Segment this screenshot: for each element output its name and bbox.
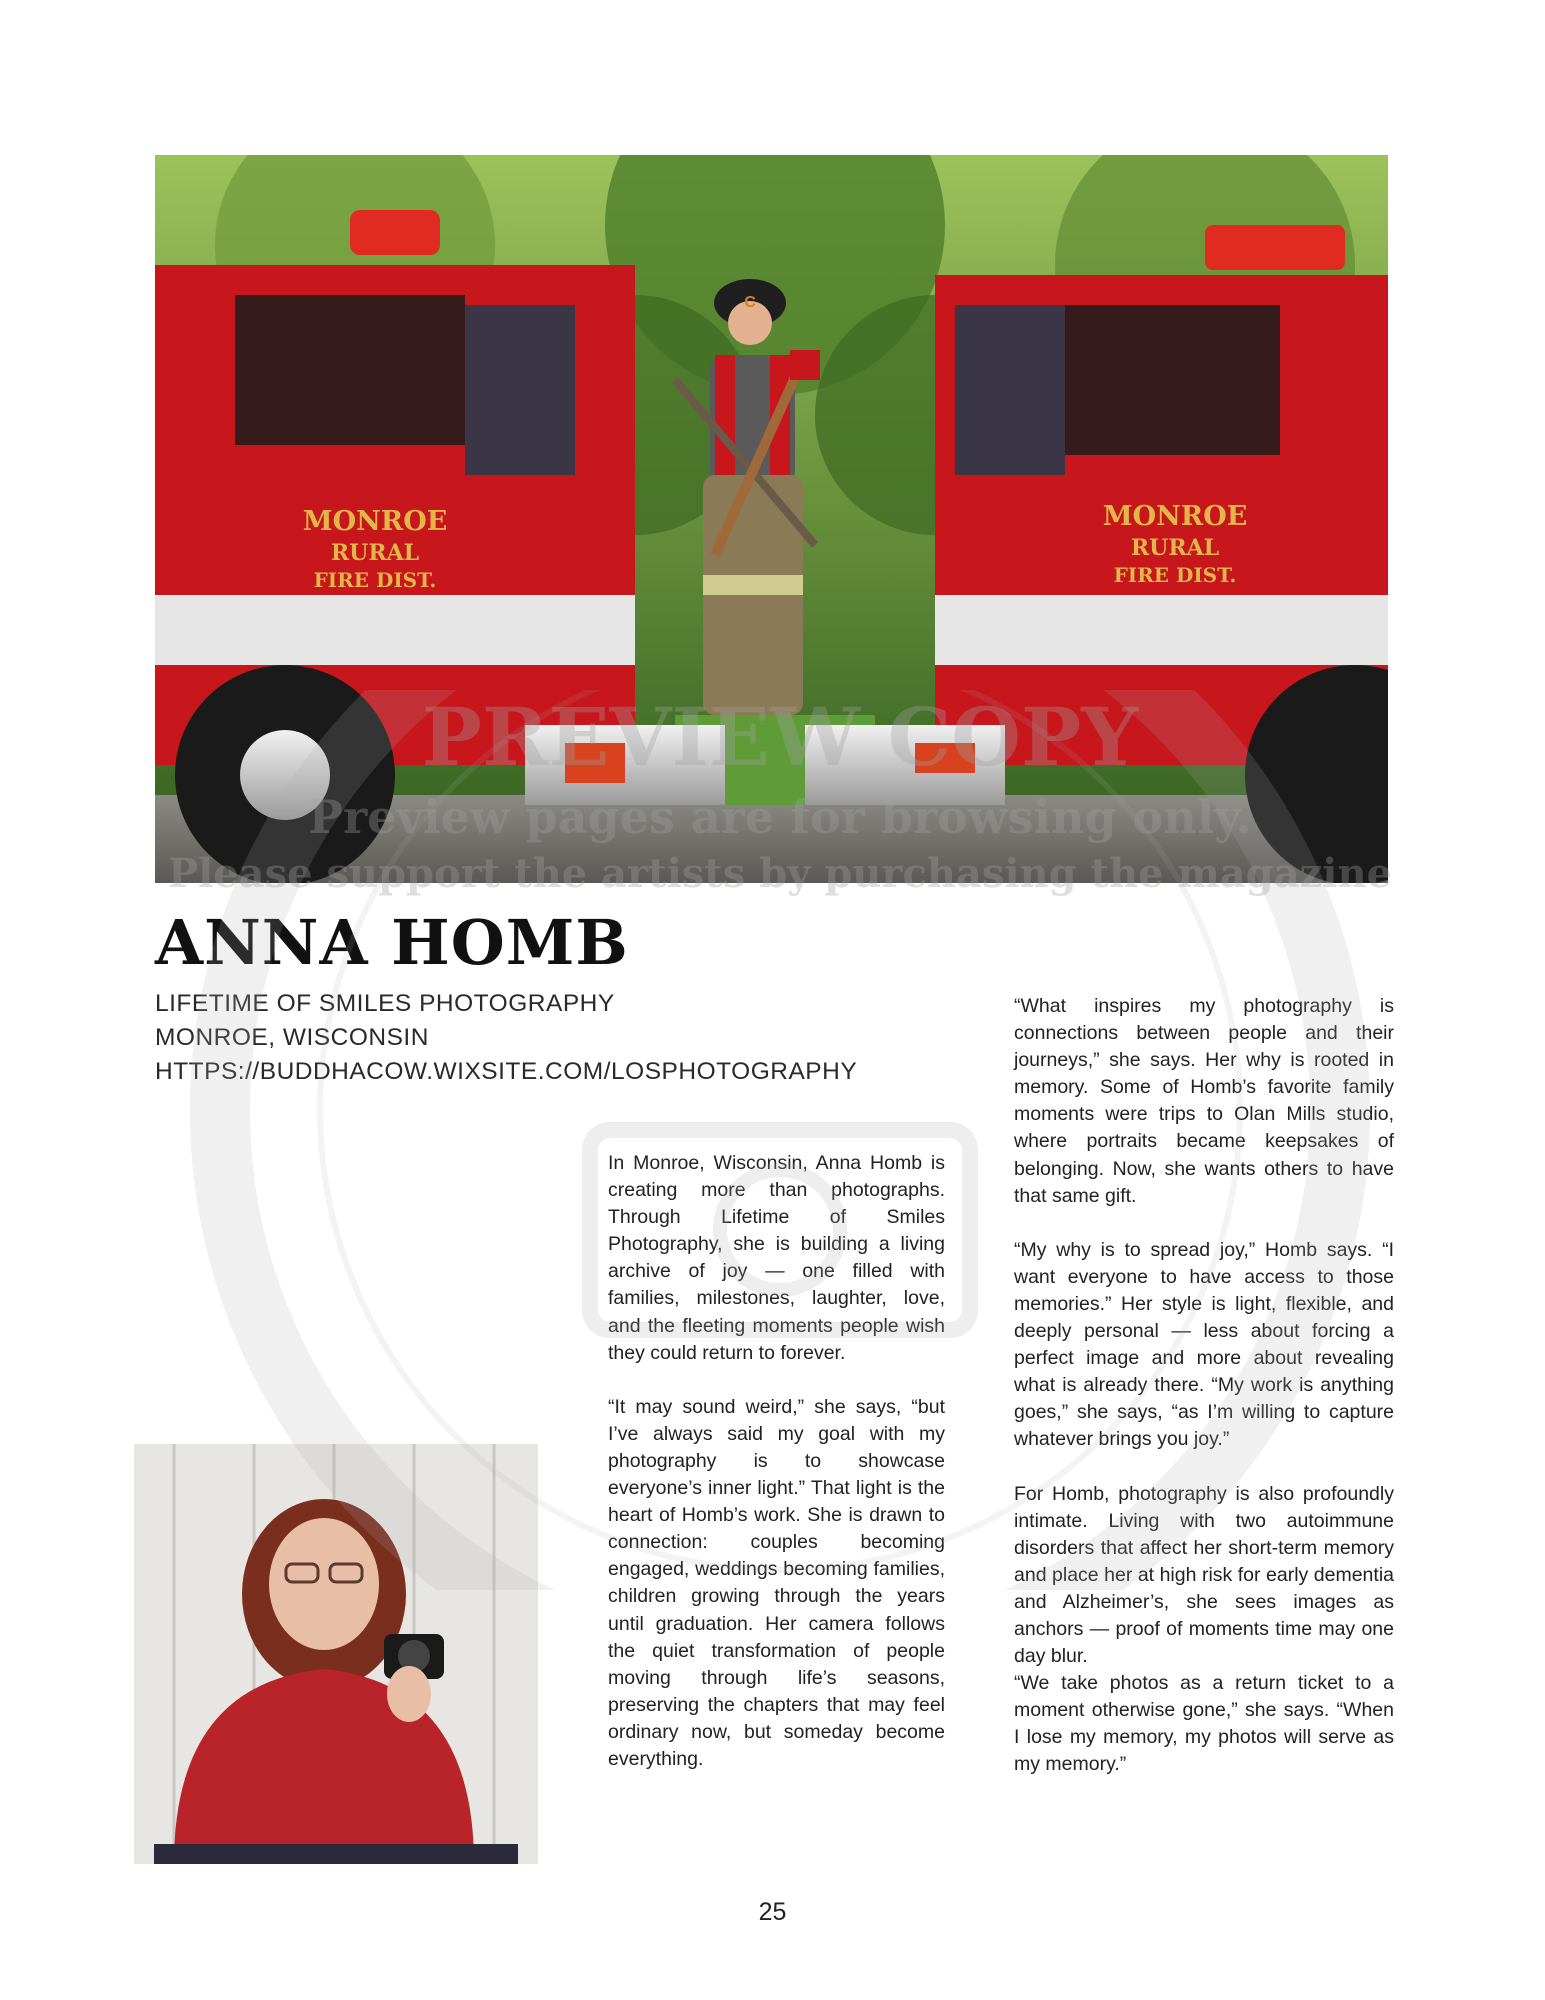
helmet-letter: C [744, 294, 756, 311]
right-door-line3: FIRE DIST. [1113, 563, 1237, 587]
paragraph: For Homb, photography is also profoundly intimate. Living with two autoimmune disorders that affect her short-term memory and place her at high risk for early dementia and Alzheimer’s, she sees images as anchors — proof of moments time may one day blur. [1014, 1482, 1394, 1668]
watermark-line3: Please support the artists by purchasing the magazine [167, 850, 1393, 897]
watermark-line2: Preview pages are for browsing only. [308, 790, 1252, 844]
location: MONROE, WISCONSIN [155, 1024, 429, 1051]
right-door-line2: RURAL [1130, 535, 1220, 561]
business-name: LIFETIME OF SMILES PHOTOGRAPHY [155, 990, 615, 1017]
article-column-middle [608, 1150, 945, 1800]
paragraph: In Monroe, Wisconsin, Anna Homb is creating more than photographs. Through Lifetime of Smiles Photography, she is building a living archive of joy — one filled with families, milestones, laughter, love, and the fleeting moments people wish they could return to forever. [608, 1152, 945, 1364]
paragraph: “We take photos as a return ticket to a moment otherwise gone,” she says. “When I lose my memory, my photos will serve as my memory.” [1014, 1672, 1394, 1776]
photographer-portrait [134, 1444, 538, 1864]
left-door-line3: FIRE DIST. [313, 568, 437, 592]
left-door-line2: RURAL [330, 540, 420, 566]
paragraph: “What inspires my photography is connections between people and their journeys,” she says. Her why is rooted in memory. Some of Homb’s favorite family moments were trips to Olan Mills studio, where portraits became keepsakes of belonging. Now, she wants others to have that same gift. [1014, 995, 1394, 1207]
watermark-line1: PREVIEW COPY [421, 690, 1139, 784]
firetruck-scene [155, 155, 1388, 883]
article-column-right [1014, 993, 1394, 1779]
page-number: 25 [758, 1898, 787, 1926]
portrait-photo [134, 1444, 538, 1864]
right-door-line1: MONROE [1102, 501, 1248, 532]
hero-photo-firetrucks [155, 155, 1388, 883]
website-link[interactable]: HTTPS://BUDDHACOW.WIXSITE.COM/LOSPHOTOGRAPHY [155, 1058, 858, 1085]
article-title: ANNA HOMB [155, 906, 629, 979]
paragraph: “My why is to spread joy,” Homb says. “I want everyone to have access to those memories.” Her style is light, flexible, and deeply personal — less about forcing a perfect image and more about revealing what is already there. “My work is anything goes,” she says, “as I’m willing to capture whatever brings you joy.” [1014, 1238, 1394, 1451]
left-door-line1: MONROE [302, 506, 448, 537]
paragraph: “It may sound weird,” she says, “but I’ve always said my goal with my photography is to showcase everyone’s inner light.” That light is the heart of Homb’s work. She is drawn to connection: couples becoming engaged, weddings becoming families, children growing through the years until graduation. Her camera follows the quiet transformation of people moving through life’s seasons, preserving the chapters that may feel ordinary now, but someday become everything. [608, 1395, 945, 1770]
